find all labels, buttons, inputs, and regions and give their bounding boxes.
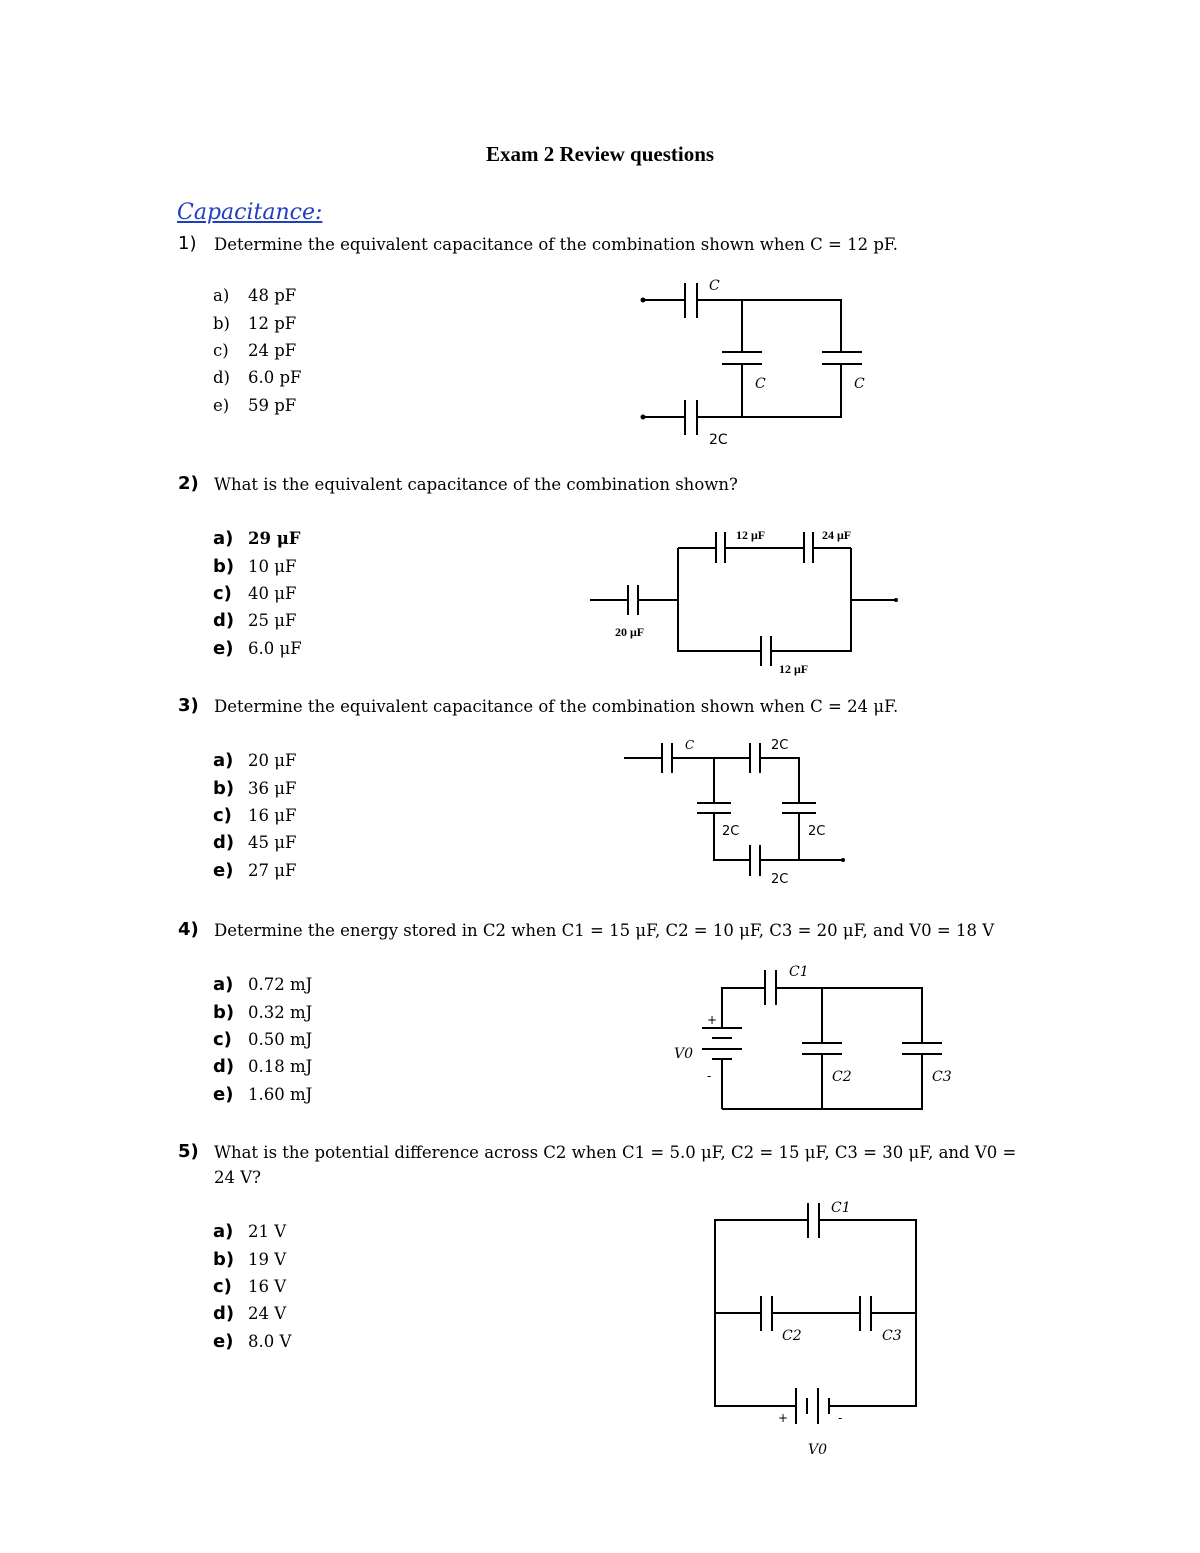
- option-value: 36 μF: [248, 778, 297, 798]
- option-label: d): [213, 1056, 235, 1078]
- circuit-label: -: [838, 1411, 843, 1425]
- question-text: Determine the equivalent capacitance of the combination shown when C = 12 pF.: [214, 235, 899, 254]
- circuit-label: 2C: [771, 872, 789, 887]
- option-value: 48 pF: [248, 286, 297, 306]
- circuit-label: C3: [932, 1069, 952, 1085]
- circuit-label: 2C: [709, 432, 728, 448]
- circuit-label: 2C: [808, 824, 826, 839]
- option-label: e): [213, 1330, 234, 1352]
- option-value: 20 μF: [248, 751, 297, 771]
- circuit-label: 12 μF: [736, 528, 766, 542]
- question-text: Determine the equivalent capacitance of the combination shown when C = 24 μF.: [214, 697, 899, 716]
- circuit-label: V0: [674, 1046, 694, 1062]
- option-label: e): [213, 395, 230, 415]
- circuit-label: C: [685, 738, 695, 752]
- option-label: e): [213, 637, 234, 659]
- question-number: 5): [178, 1141, 199, 1162]
- circuit-label: C: [854, 376, 865, 392]
- option-value: 16 V: [248, 1276, 287, 1296]
- option-value: 29 μF: [248, 529, 301, 549]
- option-label: b): [213, 313, 230, 333]
- option-value: 25 μF: [248, 611, 297, 631]
- option-label: a): [213, 974, 234, 996]
- option-label: c): [213, 340, 229, 360]
- question-number: 4): [178, 919, 199, 940]
- option-label: d): [213, 832, 235, 854]
- option-value: 1.60 mJ: [248, 1084, 313, 1104]
- circuit-label: -: [707, 1069, 712, 1083]
- option-value: 0.50 mJ: [248, 1029, 313, 1049]
- option-value: 0.18 mJ: [248, 1057, 313, 1077]
- circuit-label: C1: [831, 1200, 851, 1216]
- option-value: 24 V: [248, 1304, 287, 1324]
- option-value: 59 pF: [248, 395, 297, 415]
- option-label: e): [213, 859, 234, 881]
- circuit-label: V0: [808, 1442, 828, 1458]
- option-label: d): [213, 368, 230, 388]
- circuit-label: 20 μF: [615, 625, 645, 639]
- question-number: 1): [178, 233, 197, 254]
- circuit-label: C1: [789, 964, 809, 980]
- circuit-label: C2: [782, 1328, 802, 1344]
- option-value: 21 V: [248, 1222, 287, 1242]
- question-number: 3): [178, 695, 199, 716]
- section-heading: Capacitance:: [177, 200, 323, 225]
- circuit-label: +: [707, 1013, 718, 1027]
- option-label: a): [213, 528, 234, 550]
- option-value: 12 pF: [248, 313, 297, 333]
- option-label: b): [213, 1001, 235, 1023]
- option-label: c): [213, 804, 232, 826]
- option-value: 19 V: [248, 1249, 287, 1269]
- option-value: 6.0 pF: [248, 368, 302, 388]
- option-label: a): [213, 286, 230, 306]
- question-number: 2): [178, 473, 199, 494]
- question-text: What is the potential difference across C2 when C1 = 5.0 μF, C2 = 15 μF, C3 = 30 μF, and V0 = 24 V?: [214, 1143, 1017, 1187]
- option-value: 40 μF: [248, 583, 297, 603]
- circuit-label: C3: [882, 1328, 902, 1344]
- option-value: 6.0 μF: [248, 638, 302, 658]
- circuit-label: 2C: [771, 738, 789, 753]
- option-label: c): [213, 582, 232, 604]
- circuit-label: 24 μF: [822, 528, 852, 542]
- option-label: c): [213, 1275, 232, 1297]
- option-label: d): [213, 610, 235, 632]
- question-text: What is the equivalent capacitance of the combination shown?: [214, 475, 738, 494]
- option-label: d): [213, 1303, 235, 1325]
- circuit-label: C: [709, 278, 720, 294]
- circuit-label: 2C: [722, 824, 740, 839]
- option-label: b): [213, 777, 235, 799]
- page-title: Exam 2 Review questions: [485, 142, 715, 166]
- option-value: 8.0 V: [248, 1331, 292, 1351]
- option-value: 10 μF: [248, 556, 297, 576]
- option-value: 0.72 mJ: [248, 975, 313, 995]
- option-value: 24 pF: [248, 340, 297, 360]
- option-value: 27 μF: [248, 860, 297, 880]
- circuit-label: 12 μF: [779, 662, 809, 676]
- option-label: c): [213, 1028, 232, 1050]
- option-value: 0.32 mJ: [248, 1002, 313, 1022]
- option-value: 45 μF: [248, 833, 297, 853]
- circuit-label: +: [778, 1411, 789, 1425]
- option-label: a): [213, 1221, 234, 1243]
- option-value: 16 μF: [248, 805, 297, 825]
- option-label: b): [213, 555, 235, 577]
- circuit-label: C2: [832, 1069, 852, 1085]
- question-text: Determine the energy stored in C2 when C1 = 15 μF, C2 = 10 μF, C3 = 20 μF, and V0 = 18 V: [214, 921, 995, 940]
- circuit-label: C: [755, 376, 766, 392]
- option-label: e): [213, 1083, 234, 1105]
- option-label: a): [213, 750, 234, 772]
- option-label: b): [213, 1248, 235, 1270]
